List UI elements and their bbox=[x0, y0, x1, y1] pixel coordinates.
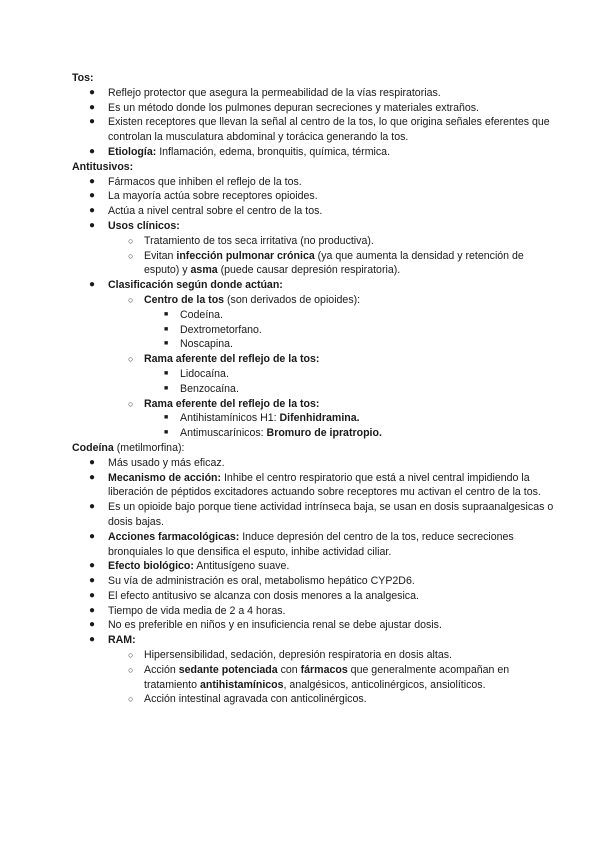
sub-list-item-centro: ○ Centro de la tos (son derivados de opioides): bbox=[128, 293, 361, 306]
circle-bullet-icon: ○ bbox=[128, 650, 134, 661]
section-heading-codeina: Codeína (metilmorfina): bbox=[72, 441, 185, 454]
codeina-list bbox=[72, 456, 560, 708]
list-item-clasificacion: ● Clasificación según donde actúan: bbox=[89, 279, 283, 292]
drug-item: ■ Noscapina. bbox=[164, 338, 233, 351]
bullet-icon: ● bbox=[89, 501, 96, 513]
circle-bullet-icon: ○ bbox=[128, 250, 134, 261]
drug-item: ■ Codeína. bbox=[164, 308, 223, 321]
circle-bullet-icon: ○ bbox=[128, 235, 134, 246]
bullet-icon: ● bbox=[89, 530, 96, 542]
sub-list-item-aferente: ○ Rama aferente del reflejo de la tos: bbox=[128, 353, 320, 366]
list-item: ● La mayoría actúa sobre receptores opioides. bbox=[89, 190, 318, 203]
list-item: ● Fármacos que inhiben el reflejo de la tos. bbox=[89, 175, 302, 188]
sub-list-item: ○ Acción intestinal agravada con anticolinérgicos. bbox=[128, 693, 367, 706]
drug-item: ■ Antihistamínicos H1: Difenhidramina. bbox=[164, 412, 360, 425]
sub-list-item: ○ Acción sedante potenciada con fármacos que generalmente acompañan en tratamiento antihistamínicos, analgésicos, anticolinérgicos, ansiolíticos. bbox=[128, 663, 510, 691]
list-item: ● El efecto antitusivo se alcanza con dosis menores a la analgesica. bbox=[89, 589, 419, 602]
bullet-icon: ● bbox=[89, 101, 96, 113]
square-bullet-icon: ■ bbox=[164, 325, 169, 333]
bullet-icon: ● bbox=[89, 219, 96, 231]
list-item: ● Su vía de administración es oral, metabolismo hepático CYP2D6. bbox=[89, 575, 415, 588]
list-item: ● Reflejo protector que asegura la permeabilidad de la vías respiratorias. bbox=[89, 86, 441, 99]
list-item-etiologia: ● Etiología: Inflamación, edema, bronquitis, química, térmica. bbox=[89, 145, 391, 158]
circle-bullet-icon: ○ bbox=[128, 694, 134, 705]
bullet-icon: ● bbox=[89, 619, 96, 631]
square-bullet-icon: ■ bbox=[164, 369, 169, 377]
circle-bullet-icon: ○ bbox=[128, 398, 134, 409]
square-bullet-icon: ■ bbox=[164, 414, 169, 422]
list-item: ● Existen receptores que llevan la señal al centro de la tos, lo que origina señales eferentes que controlan la musculatura abdominal y torácica generando la tos. bbox=[89, 116, 550, 144]
sub-list-item: ○ Tratamiento de tos seca irritativa (no productiva). bbox=[128, 234, 374, 247]
bullet-icon: ● bbox=[89, 604, 96, 616]
list-item-mecanismo: ● Mecanismo de acción: Inhibe el centro respiratorio que está a nivel central impidiendo la liberación de péptidos excitadores actuando sobre receptores mu activan el centro de la tos. bbox=[89, 471, 541, 499]
bullet-icon: ● bbox=[89, 589, 96, 601]
bullet-icon: ● bbox=[89, 456, 96, 468]
bullet-icon: ● bbox=[89, 471, 96, 483]
bullet-icon: ● bbox=[89, 205, 96, 217]
drug-item: ■ Lidocaína. bbox=[164, 367, 229, 380]
bullet-icon: ● bbox=[89, 145, 96, 157]
list-item: ● Tiempo de vida media de 2 a 4 horas. bbox=[89, 604, 286, 617]
circle-bullet-icon: ○ bbox=[128, 354, 134, 365]
antitusivos-list bbox=[72, 175, 560, 441]
list-item-usos: ● Usos clínicos: bbox=[89, 219, 180, 232]
list-item-efecto: ● Efecto biológico: Antitusígeno suave. bbox=[89, 560, 290, 573]
square-bullet-icon: ■ bbox=[164, 429, 169, 437]
sub-list-item: ○ Evitan infección pulmonar crónica (ya que aumenta la densidad y retención de esputo) y asma (puede causar depresión respiratoria). bbox=[128, 249, 524, 277]
list-item: ● Es un opioide bajo porque tiene actividad intrínseca baja, se usan en dosis supraanalgesicas o dosis bajas. bbox=[89, 501, 554, 528]
list-item: ● Actúa a nivel central sobre el centro de la tos. bbox=[89, 205, 323, 218]
sub-list-item-eferente: ○ Rama eferente del reflejo de la tos: bbox=[128, 397, 320, 410]
bullet-icon: ● bbox=[89, 190, 96, 202]
list-item: ● No es preferible en niños y en insuficiencia renal se debe ajustar dosis. bbox=[89, 619, 442, 632]
list-item-acciones: ● Acciones farmacológicas: Induce depresión del centro de la tos, reduce secreciones bronquiales lo que densifica el esputo, inhibe actividad ciliar. bbox=[89, 530, 514, 558]
sub-list-item: ○ Hipersensibilidad, sedación, depresión respiratoria en dosis altas. bbox=[128, 649, 452, 662]
section-heading-tos: Tos: bbox=[72, 72, 94, 84]
drug-item: ■ Antimuscarínicos: Bromuro de ipratropio. bbox=[164, 427, 382, 440]
tos-list bbox=[72, 86, 560, 160]
drug-item: ■ Dextrometorfano. bbox=[164, 323, 262, 336]
list-item: ● Más usado y más eficaz. bbox=[89, 456, 225, 469]
square-bullet-icon: ■ bbox=[164, 384, 169, 392]
square-bullet-icon: ■ bbox=[164, 310, 169, 318]
circle-bullet-icon: ○ bbox=[128, 664, 134, 675]
bullet-icon: ● bbox=[89, 86, 96, 98]
bullet-icon: ● bbox=[89, 116, 96, 128]
list-item-ram: ● RAM: bbox=[89, 634, 136, 647]
list-item: ● Es un método donde los pulmones depuran secreciones y materiales extraños. bbox=[89, 101, 479, 114]
bullet-icon: ● bbox=[89, 279, 96, 291]
drug-item: ■ Benzocaína. bbox=[164, 382, 239, 395]
bullet-icon: ● bbox=[89, 575, 96, 587]
circle-bullet-icon: ○ bbox=[128, 294, 134, 305]
bullet-icon: ● bbox=[89, 560, 96, 572]
section-heading-antitusivos: Antitusivos: bbox=[72, 160, 134, 173]
bullet-icon: ● bbox=[89, 175, 96, 187]
square-bullet-icon: ■ bbox=[164, 340, 169, 348]
bullet-icon: ● bbox=[89, 634, 96, 646]
